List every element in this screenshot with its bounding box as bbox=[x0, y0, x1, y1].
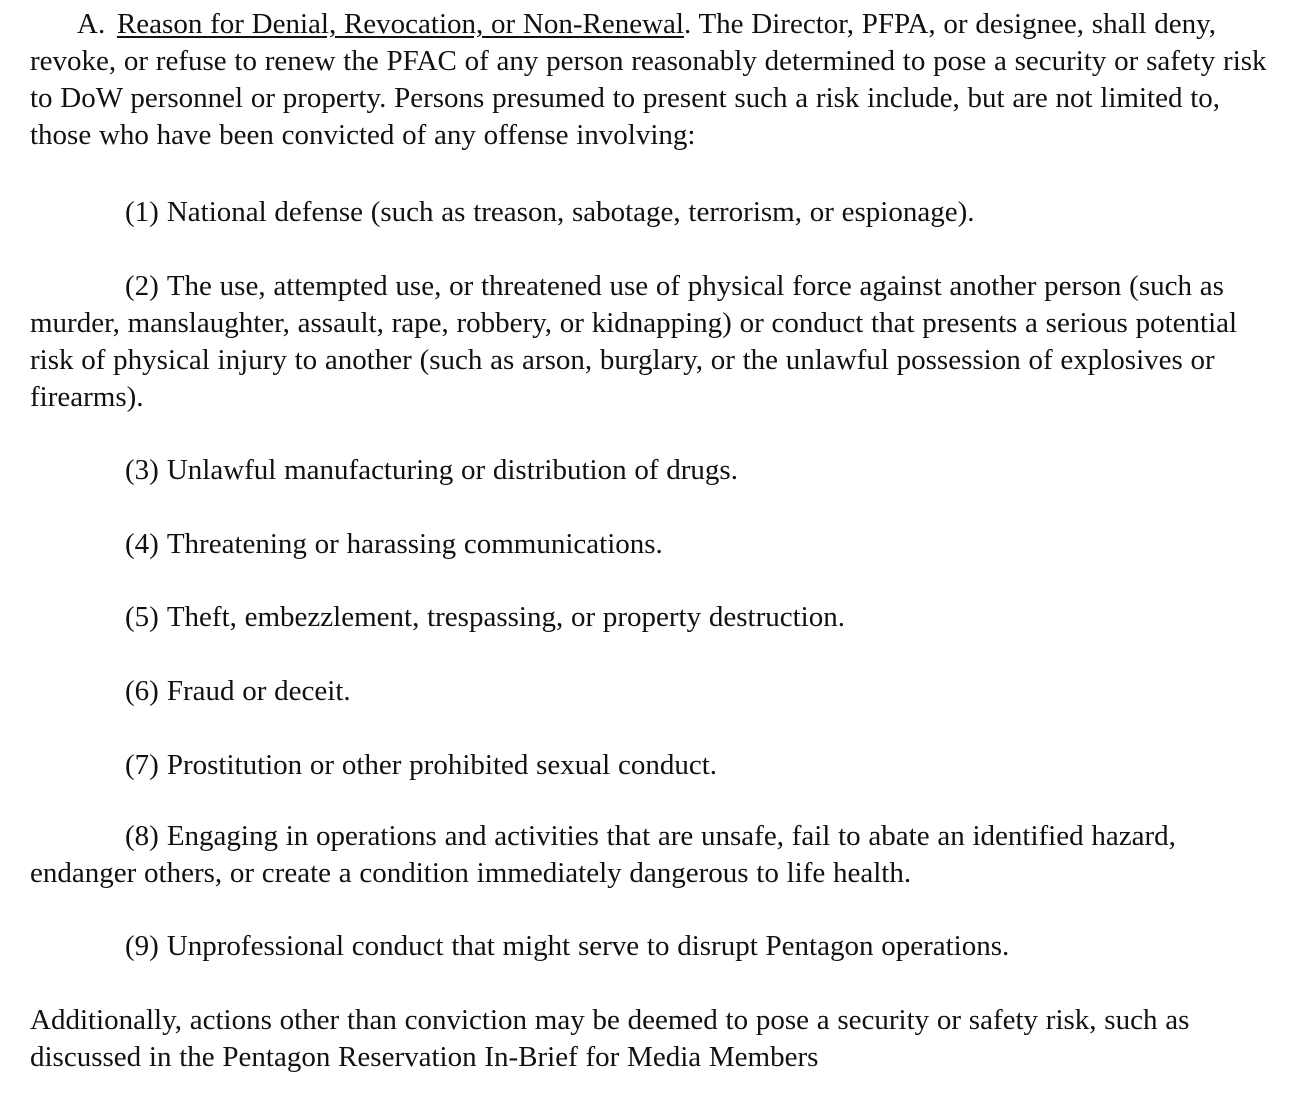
list-item bbox=[30, 268, 1270, 416]
list-item-text: Engaging in operations and activities that are unsafe, fail to abate an identified hazard, endanger others, or create a condition immediately dangerous to life health. bbox=[30, 820, 1176, 889]
list-item-number: (4) bbox=[125, 528, 159, 560]
list-item bbox=[30, 928, 1270, 965]
list-item-text: The use, attempted use, or threatened use of physical force against another person (such as murder, manslaughter, assault, rape, robbery, or kidnapping) or conduct that presents a serious potential risk of physical injury to another (such as arson, burglary, or the unlawful possession of explosives or firearms). bbox=[30, 270, 1238, 413]
list-item-text: Prostitution or other prohibited sexual conduct. bbox=[166, 749, 718, 781]
list-item-number: (3) bbox=[125, 454, 159, 486]
list-item-text: Fraud or deceit. bbox=[166, 675, 351, 707]
section-heading: Reason for Denial, Revocation, or Non-Renewal bbox=[116, 8, 684, 40]
list-item bbox=[30, 599, 1270, 636]
list-item-number: (6) bbox=[125, 675, 159, 707]
list-item-text: Threatening or harassing communications. bbox=[166, 528, 663, 560]
list-item-number: (7) bbox=[125, 749, 159, 781]
list-item-number: (2) bbox=[125, 270, 159, 302]
list-item bbox=[30, 194, 1270, 231]
list-item-text: Unlawful manufacturing or distribution of drugs. bbox=[166, 454, 738, 486]
list-item bbox=[30, 673, 1270, 710]
list-item-number: (8) bbox=[125, 820, 159, 852]
list-item-text: Theft, embezzlement, trespassing, or property destruction. bbox=[166, 601, 845, 633]
list-item bbox=[30, 818, 1270, 892]
list-item-text: National defense (such as treason, sabotage, terrorism, or espionage). bbox=[166, 196, 975, 228]
list-item bbox=[30, 526, 1270, 563]
list-item bbox=[30, 452, 1270, 489]
section-a-paragraph bbox=[30, 6, 1270, 154]
list-item bbox=[30, 747, 1270, 784]
section-intro-text: The Director, PFPA, or designee, shall deny, revoke, or refuse to renew the PFAC of any person reasonably determined to pose a security or safety risk to DoW personnel or property. Persons presumed to present such a risk include, but are not limited to, those who have been convicted of any offense involving: bbox=[30, 8, 1267, 151]
section-label: A. bbox=[77, 8, 106, 40]
list-item-number: (5) bbox=[125, 601, 159, 633]
list-item-number: (9) bbox=[125, 930, 159, 962]
list-item-number: (1) bbox=[125, 196, 159, 228]
list-item-text: Unprofessional conduct that might serve to disrupt Pentagon operations. bbox=[166, 930, 1010, 962]
section-heading-period: . bbox=[683, 8, 692, 40]
closing-paragraph: Additionally, actions other than conviction may be deemed to pose a security or safety risk, such as discussed in the Pentagon Reservation In-Brief for Media Members bbox=[30, 1004, 1190, 1073]
